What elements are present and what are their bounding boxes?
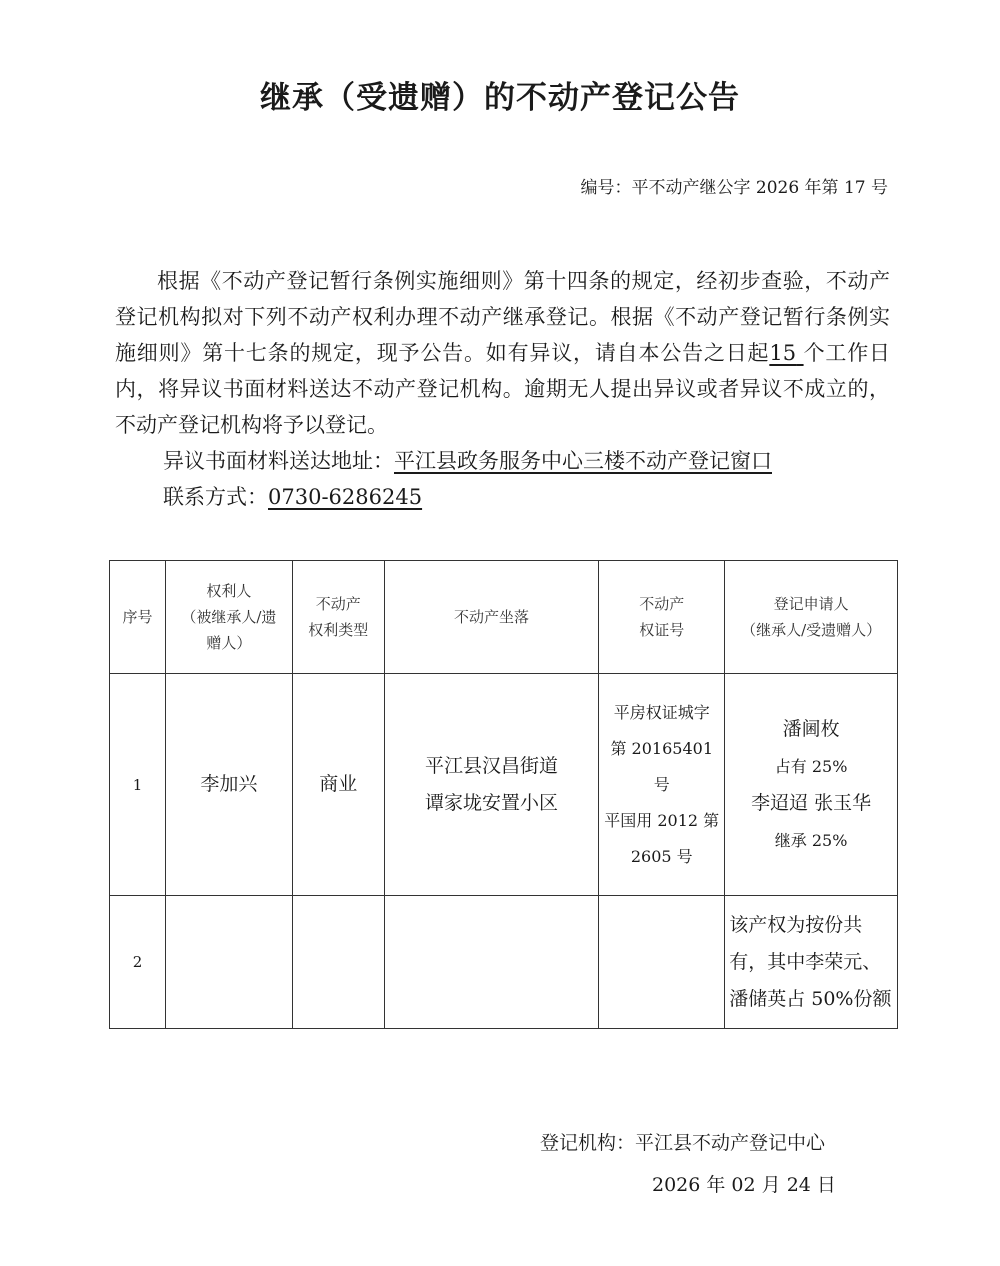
para-text-after: 个工作日内，将异议书面材料送达不动产登记机构。逾期无人提出异议或者异议不成立的，不动产登记机构将予以登记。	[115, 341, 891, 437]
cell-certificate	[599, 896, 725, 1029]
cell-location: 平江县汉昌街道 谭家垅安置小区	[384, 674, 599, 896]
issuing-organization: 登记机构：平江县不动产登记中心	[540, 1132, 826, 1154]
cell-applicant: 该产权为按份共 有，其中李荣元、 潘储英占 50%份额	[725, 896, 898, 1029]
cell-right-type	[292, 896, 384, 1029]
objection-days: 15	[769, 341, 797, 365]
page-title: 继承（受遗赠）的不动产登记公告	[260, 80, 740, 116]
para-text-before: 根据《不动产登记暂行条例实施细则》第十四条的规定，经初步查验，不动产登记机构拟对下列不动产权利办理不动产继承登记。根据《不动产登记暂行条例实施细则》第十七条的规定，现予公告。如有异议，请自本公告之日起	[115, 269, 890, 365]
cell-seq: 2	[110, 896, 166, 1029]
header-applicant: 登记申请人 （继承人/受遗赠人）	[725, 561, 898, 674]
address-value: 平江县政务服务中心三楼不动产登记窗口	[394, 449, 772, 473]
cell-applicant: 潘阃枚 占有 25% 李迢迢 张玉华 继承 25%	[725, 674, 898, 896]
cell-right-type: 商业	[292, 674, 384, 896]
address-label: 异议书面材料送达地址：	[163, 449, 394, 473]
header-certificate: 不动产 权证号	[599, 561, 725, 674]
table-header-row	[110, 561, 898, 674]
table-row	[110, 674, 898, 896]
cell-location	[384, 896, 599, 1029]
header-holder: 权利人 （被继承人/遗 赠人）	[165, 561, 292, 674]
header-right-type: 不动产 权利类型	[292, 561, 384, 674]
contact-label: 联系方式：	[163, 485, 268, 509]
table-row	[110, 896, 898, 1029]
cell-certificate: 平房权证城字 第 20165401 号 平国用 2012 第 2605 号	[599, 674, 725, 896]
cell-holder: 李加兴	[165, 674, 292, 896]
notice-paragraph	[115, 263, 890, 443]
issue-date: 2026 年 02 月 24 日	[652, 1174, 836, 1196]
address-line	[115, 443, 890, 479]
contact-value: 0730-6286245	[268, 485, 423, 509]
registration-table	[109, 560, 898, 1029]
notice-body	[115, 263, 890, 515]
header-location: 不动产坐落	[384, 561, 599, 674]
document-number: 编号：平不动产继公字 2026 年第 17 号	[580, 178, 888, 198]
header-seq: 序号	[110, 561, 166, 674]
cell-seq: 1	[110, 674, 166, 896]
contact-line	[115, 479, 890, 515]
cell-holder	[165, 896, 292, 1029]
